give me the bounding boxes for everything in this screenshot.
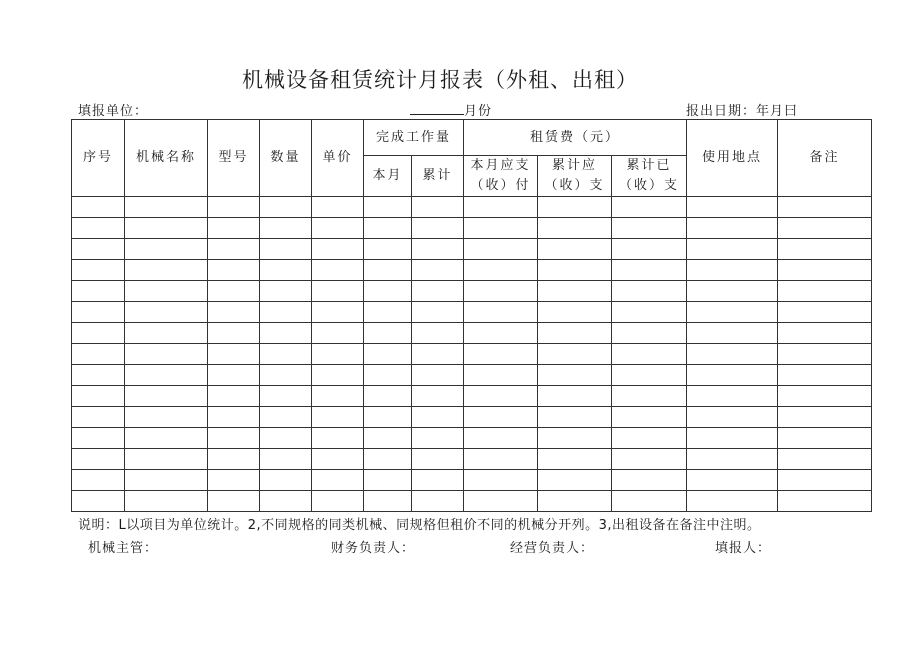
table-cell[interactable] bbox=[538, 197, 612, 218]
table-cell[interactable] bbox=[538, 428, 612, 449]
table-row bbox=[72, 407, 872, 428]
table-cell[interactable] bbox=[260, 344, 312, 365]
table-cell[interactable] bbox=[687, 365, 778, 386]
table-cell[interactable] bbox=[312, 386, 364, 407]
table-cell[interactable] bbox=[364, 218, 412, 239]
table-cell[interactable] bbox=[412, 365, 464, 386]
table-cell[interactable] bbox=[412, 218, 464, 239]
table-cell[interactable] bbox=[72, 407, 125, 428]
table-cell[interactable] bbox=[312, 344, 364, 365]
table-cell[interactable] bbox=[538, 491, 612, 512]
table-cell[interactable] bbox=[538, 365, 612, 386]
table-cell[interactable] bbox=[778, 491, 872, 512]
table-cell[interactable] bbox=[687, 491, 778, 512]
rental-table bbox=[71, 119, 872, 512]
table-cell[interactable] bbox=[364, 470, 412, 491]
table-cell[interactable] bbox=[538, 407, 612, 428]
table-cell[interactable] bbox=[612, 365, 687, 386]
table-cell[interactable] bbox=[260, 470, 312, 491]
table-cell[interactable] bbox=[125, 344, 208, 365]
table-cell[interactable] bbox=[612, 344, 687, 365]
table-cell[interactable] bbox=[72, 323, 125, 344]
table-cell[interactable] bbox=[464, 344, 538, 365]
table-cell[interactable] bbox=[208, 323, 260, 344]
table-cell[interactable] bbox=[208, 302, 260, 323]
table-cell[interactable] bbox=[72, 260, 125, 281]
table-cell[interactable] bbox=[778, 386, 872, 407]
table-cell[interactable] bbox=[208, 491, 260, 512]
table-cell[interactable] bbox=[687, 302, 778, 323]
table-cell[interactable] bbox=[687, 470, 778, 491]
table-cell[interactable] bbox=[778, 344, 872, 365]
table-cell[interactable] bbox=[125, 365, 208, 386]
table-cell[interactable] bbox=[687, 197, 778, 218]
table-cell[interactable] bbox=[260, 386, 312, 407]
table-cell[interactable] bbox=[72, 197, 125, 218]
table-cell[interactable] bbox=[208, 449, 260, 470]
table-cell[interactable] bbox=[72, 470, 125, 491]
table-cell[interactable] bbox=[778, 302, 872, 323]
table-row bbox=[72, 197, 872, 218]
table-cell[interactable] bbox=[364, 302, 412, 323]
table-cell[interactable] bbox=[412, 302, 464, 323]
table-cell[interactable] bbox=[312, 365, 364, 386]
header-work-month: 本月 bbox=[364, 156, 412, 197]
table-cell[interactable] bbox=[312, 428, 364, 449]
table-cell[interactable] bbox=[412, 281, 464, 302]
table-cell[interactable] bbox=[364, 365, 412, 386]
table-cell[interactable] bbox=[125, 491, 208, 512]
table-cell[interactable] bbox=[260, 323, 312, 344]
table-cell[interactable] bbox=[687, 239, 778, 260]
table-cell[interactable] bbox=[464, 218, 538, 239]
table-cell[interactable] bbox=[612, 491, 687, 512]
table-cell[interactable] bbox=[464, 281, 538, 302]
table-cell[interactable] bbox=[412, 428, 464, 449]
table-cell[interactable] bbox=[260, 491, 312, 512]
table-cell[interactable] bbox=[125, 239, 208, 260]
table-cell[interactable] bbox=[208, 239, 260, 260]
table-cell[interactable] bbox=[538, 449, 612, 470]
header-rental-fee: 租赁费（元） bbox=[464, 120, 687, 156]
table-cell[interactable] bbox=[538, 239, 612, 260]
table-cell[interactable] bbox=[364, 386, 412, 407]
table-cell[interactable] bbox=[260, 239, 312, 260]
table-cell[interactable] bbox=[538, 281, 612, 302]
table-cell[interactable] bbox=[208, 344, 260, 365]
table-cell[interactable] bbox=[538, 323, 612, 344]
table-cell[interactable] bbox=[72, 386, 125, 407]
header-fee-due-total: 累计应 （收）支 bbox=[538, 156, 612, 197]
table-cell[interactable] bbox=[464, 449, 538, 470]
table-row bbox=[72, 470, 872, 491]
table-cell[interactable] bbox=[778, 281, 872, 302]
header-location: 使用地点 bbox=[687, 120, 778, 197]
table-cell[interactable] bbox=[464, 197, 538, 218]
table-cell[interactable] bbox=[612, 386, 687, 407]
table-cell[interactable] bbox=[260, 407, 312, 428]
table-row bbox=[72, 365, 872, 386]
reporting-unit-label: 填报单位： bbox=[78, 104, 149, 119]
table-cell[interactable] bbox=[412, 386, 464, 407]
month-blank bbox=[410, 102, 464, 115]
header-quantity: 数量 bbox=[260, 120, 312, 197]
table-cell[interactable] bbox=[464, 365, 538, 386]
table-body bbox=[72, 197, 872, 512]
table-cell[interactable] bbox=[464, 491, 538, 512]
signature-finance-head: 财务负责人： bbox=[331, 541, 416, 556]
table-cell[interactable] bbox=[612, 428, 687, 449]
table-cell[interactable] bbox=[412, 491, 464, 512]
table-cell[interactable] bbox=[464, 323, 538, 344]
table-cell[interactable] bbox=[612, 281, 687, 302]
report-date-label: 报出日期：年月曰 bbox=[686, 104, 799, 119]
table-cell[interactable] bbox=[208, 428, 260, 449]
table-cell[interactable] bbox=[612, 323, 687, 344]
table-cell[interactable] bbox=[364, 323, 412, 344]
table-cell[interactable] bbox=[125, 449, 208, 470]
table-cell[interactable] bbox=[778, 428, 872, 449]
table-cell[interactable] bbox=[72, 365, 125, 386]
month-field bbox=[410, 100, 492, 119]
table-cell[interactable] bbox=[687, 218, 778, 239]
table-cell[interactable] bbox=[612, 302, 687, 323]
table-cell[interactable] bbox=[260, 302, 312, 323]
table-cell[interactable] bbox=[312, 260, 364, 281]
table-row bbox=[72, 302, 872, 323]
table-cell[interactable] bbox=[125, 218, 208, 239]
table-cell[interactable] bbox=[72, 491, 125, 512]
table-cell[interactable] bbox=[72, 302, 125, 323]
table-cell[interactable] bbox=[612, 239, 687, 260]
table-cell[interactable] bbox=[72, 239, 125, 260]
report-title: 机械设备租赁统计月报表（外租、出租） bbox=[242, 68, 638, 92]
table-cell[interactable] bbox=[364, 197, 412, 218]
signature-operations-head: 经营负责人： bbox=[510, 541, 595, 556]
table-row bbox=[72, 281, 872, 302]
table-cell[interactable] bbox=[412, 197, 464, 218]
table-cell[interactable] bbox=[364, 428, 412, 449]
table-row bbox=[72, 239, 872, 260]
table-cell[interactable] bbox=[778, 260, 872, 281]
table-cell[interactable] bbox=[312, 218, 364, 239]
table-row bbox=[72, 323, 872, 344]
table-cell[interactable] bbox=[464, 428, 538, 449]
header-fee-paid-total: 累计已 （收）支 bbox=[612, 156, 687, 197]
table-cell[interactable] bbox=[125, 281, 208, 302]
table-cell[interactable] bbox=[364, 239, 412, 260]
table-row bbox=[72, 344, 872, 365]
table-cell[interactable] bbox=[125, 428, 208, 449]
table-cell[interactable] bbox=[778, 407, 872, 428]
table-cell[interactable] bbox=[687, 428, 778, 449]
table-cell[interactable] bbox=[312, 302, 364, 323]
table-row bbox=[72, 449, 872, 470]
table-cell[interactable] bbox=[778, 197, 872, 218]
table-cell[interactable] bbox=[312, 449, 364, 470]
table-cell[interactable] bbox=[364, 281, 412, 302]
table-cell[interactable] bbox=[778, 365, 872, 386]
table-cell[interactable] bbox=[412, 407, 464, 428]
table-cell[interactable] bbox=[612, 218, 687, 239]
table-cell[interactable] bbox=[538, 386, 612, 407]
table-cell[interactable] bbox=[538, 344, 612, 365]
table-cell[interactable] bbox=[364, 344, 412, 365]
signature-filler: 填报人： bbox=[715, 541, 772, 556]
table-cell[interactable] bbox=[260, 197, 312, 218]
signature-mechanical-supervisor: 机械主管： bbox=[88, 541, 159, 556]
header-model: 型号 bbox=[208, 120, 260, 197]
table-cell[interactable] bbox=[538, 470, 612, 491]
table-cell[interactable] bbox=[412, 449, 464, 470]
month-label: 月份 bbox=[464, 104, 493, 119]
table-cell[interactable] bbox=[364, 407, 412, 428]
table-cell[interactable] bbox=[538, 302, 612, 323]
table-cell[interactable] bbox=[538, 218, 612, 239]
table-cell[interactable] bbox=[687, 323, 778, 344]
table-cell[interactable] bbox=[687, 449, 778, 470]
table-cell[interactable] bbox=[778, 470, 872, 491]
table-cell[interactable] bbox=[312, 470, 364, 491]
table-cell[interactable] bbox=[260, 260, 312, 281]
table-cell[interactable] bbox=[260, 281, 312, 302]
table-cell[interactable] bbox=[312, 239, 364, 260]
table-cell[interactable] bbox=[208, 197, 260, 218]
table-cell[interactable] bbox=[72, 428, 125, 449]
table-cell[interactable] bbox=[125, 302, 208, 323]
table-cell[interactable] bbox=[687, 407, 778, 428]
table-cell[interactable] bbox=[260, 365, 312, 386]
table-row bbox=[72, 218, 872, 239]
header-unit-price: 单价 bbox=[312, 120, 364, 197]
table-cell[interactable] bbox=[778, 218, 872, 239]
table-cell[interactable] bbox=[778, 449, 872, 470]
table-cell[interactable] bbox=[412, 239, 464, 260]
table-cell[interactable] bbox=[208, 407, 260, 428]
table-cell[interactable] bbox=[464, 260, 538, 281]
table-cell[interactable] bbox=[778, 323, 872, 344]
table-cell[interactable] bbox=[412, 344, 464, 365]
table-cell[interactable] bbox=[72, 218, 125, 239]
header-machine-name: 机械名称 bbox=[125, 120, 208, 197]
table-cell[interactable] bbox=[208, 470, 260, 491]
table-cell[interactable] bbox=[208, 365, 260, 386]
table-cell[interactable] bbox=[312, 281, 364, 302]
table-cell[interactable] bbox=[612, 260, 687, 281]
header-workload: 完成工作量 bbox=[364, 120, 464, 156]
table-row bbox=[72, 386, 872, 407]
table-cell[interactable] bbox=[208, 260, 260, 281]
header-fee-month: 本月应支 （收）付 bbox=[464, 156, 538, 197]
table-cell[interactable] bbox=[687, 386, 778, 407]
table-cell[interactable] bbox=[260, 449, 312, 470]
table-row bbox=[72, 260, 872, 281]
table-cell[interactable] bbox=[612, 197, 687, 218]
table-cell[interactable] bbox=[312, 197, 364, 218]
table-cell[interactable] bbox=[364, 449, 412, 470]
table-cell[interactable] bbox=[260, 428, 312, 449]
header-work-total: 累计 bbox=[412, 156, 464, 197]
table-cell[interactable] bbox=[125, 386, 208, 407]
table-cell[interactable] bbox=[364, 260, 412, 281]
table-cell[interactable] bbox=[687, 344, 778, 365]
table-cell[interactable] bbox=[412, 260, 464, 281]
table-cell[interactable] bbox=[72, 344, 125, 365]
table-cell[interactable] bbox=[612, 449, 687, 470]
table-cell[interactable] bbox=[464, 239, 538, 260]
table-cell[interactable] bbox=[612, 407, 687, 428]
table-cell[interactable] bbox=[778, 239, 872, 260]
table-cell[interactable] bbox=[312, 323, 364, 344]
table-cell[interactable] bbox=[72, 281, 125, 302]
table-row bbox=[72, 428, 872, 449]
table-cell[interactable] bbox=[208, 281, 260, 302]
table-cell[interactable] bbox=[364, 491, 412, 512]
table-cell[interactable] bbox=[464, 407, 538, 428]
table-cell[interactable] bbox=[612, 470, 687, 491]
table-cell[interactable] bbox=[125, 260, 208, 281]
instructions-note: 说明：L以项目为单位统计。2,不同规格的同类机械、同规格但租价不同的机械分开列。3,出租设备在备注中注明。 bbox=[78, 518, 761, 533]
table-cell[interactable] bbox=[260, 218, 312, 239]
header-seq: 序号 bbox=[72, 120, 125, 197]
header-remark: 备注 bbox=[778, 120, 872, 197]
table-cell[interactable] bbox=[72, 449, 125, 470]
table-cell[interactable] bbox=[412, 470, 464, 491]
table-cell[interactable] bbox=[125, 323, 208, 344]
table-cell[interactable] bbox=[464, 386, 538, 407]
table-cell[interactable] bbox=[312, 491, 364, 512]
table-cell[interactable] bbox=[208, 218, 260, 239]
table-cell[interactable] bbox=[312, 407, 364, 428]
table-row bbox=[72, 491, 872, 512]
table-cell[interactable] bbox=[125, 197, 208, 218]
table-cell[interactable] bbox=[125, 470, 208, 491]
table-cell[interactable] bbox=[464, 302, 538, 323]
table-cell[interactable] bbox=[687, 281, 778, 302]
table-cell[interactable] bbox=[538, 260, 612, 281]
table-cell[interactable] bbox=[125, 407, 208, 428]
table-cell[interactable] bbox=[412, 323, 464, 344]
table-cell[interactable] bbox=[208, 386, 260, 407]
table-cell[interactable] bbox=[687, 260, 778, 281]
table-cell[interactable] bbox=[464, 470, 538, 491]
